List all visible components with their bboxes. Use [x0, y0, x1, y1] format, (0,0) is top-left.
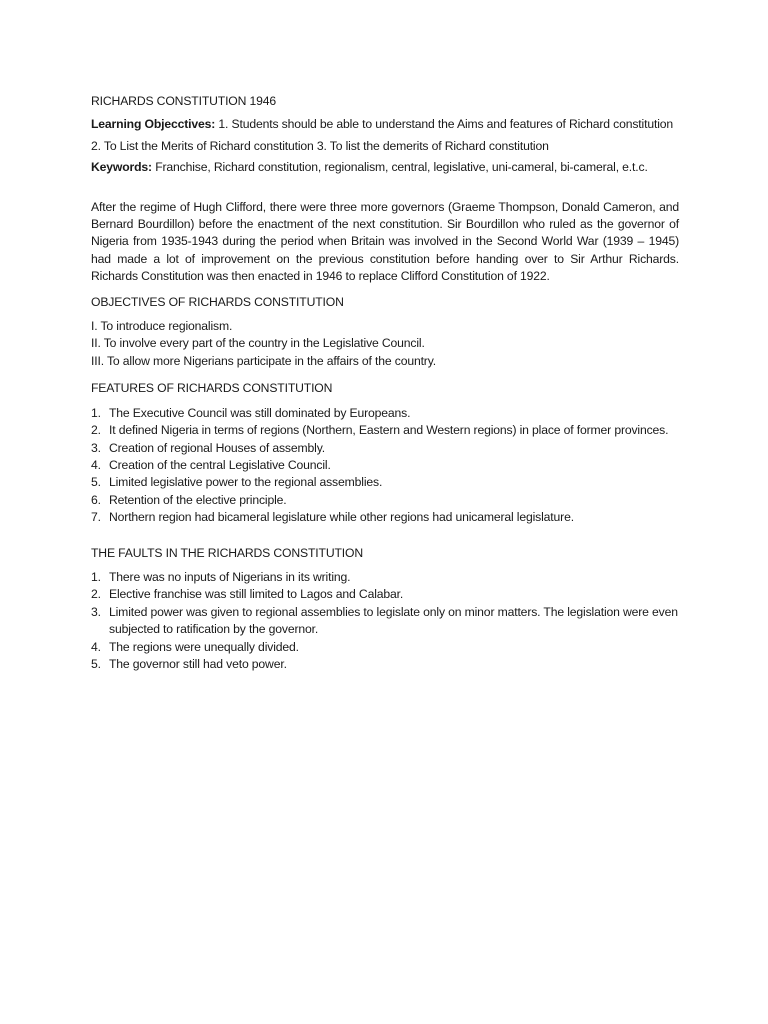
- objectives-list: [91, 318, 679, 370]
- item-text: There was no inputs of Nigerians in its writing.: [109, 569, 351, 584]
- item-text: It defined Nigeria in terms of regions (Northern, Eastern and Western regions) in place of former provinces.: [109, 423, 669, 438]
- list-item: [91, 586, 679, 603]
- list-item: [91, 569, 679, 586]
- item-text: Creation of regional Houses of assembly.: [109, 440, 325, 455]
- objectives-line1: 1. Students should be able to understand the Aims and features of Richard constitution: [215, 117, 674, 132]
- list-item: III. To allow more Nigerians participate in the affairs of the country.: [91, 353, 436, 368]
- item-text: Northern region had bicameral legislature while other regions had unicameral legislature.: [109, 510, 574, 525]
- list-item: [91, 474, 679, 491]
- item-number: 1.: [91, 405, 101, 420]
- item-text: Limited power was given to regional assemblies to legislate only on minor matters. The legislation were even subjected to ratification by the governor.: [109, 604, 678, 637]
- objectives-heading: OBJECTIVES OF RICHARDS CONSTITUTION: [91, 294, 344, 309]
- item-text: The governor still had veto power.: [109, 656, 287, 671]
- item-number: 3.: [91, 440, 101, 455]
- item-number: 2.: [91, 587, 101, 602]
- spacer: [91, 181, 679, 199]
- features-list: [91, 405, 679, 527]
- list-item: II. To involve every part of the country in the Legislative Council.: [91, 336, 425, 351]
- document-title: RICHARDS CONSTITUTION 1946: [91, 94, 277, 108]
- keywords: [91, 159, 679, 176]
- list-item: [91, 509, 679, 526]
- list-item: [91, 405, 679, 422]
- item-number: 5.: [91, 656, 101, 671]
- list-item: [91, 656, 679, 673]
- keywords-label: Keywords:: [91, 160, 152, 175]
- faults-list: [91, 569, 679, 673]
- item-number: 4.: [91, 639, 101, 654]
- item-text: The regions were unequally divided.: [109, 639, 299, 654]
- item-number: 5.: [91, 475, 101, 490]
- objectives-line2: 2. To List the Merits of Richard constitution 3. To list the demerits of Richard constitution: [91, 138, 549, 153]
- learning-objectives: [91, 116, 679, 133]
- list-item: [91, 457, 679, 474]
- list-item: [91, 492, 679, 509]
- list-item: [91, 440, 679, 457]
- item-number: 1.: [91, 569, 101, 584]
- item-text: The Executive Council was still dominated by Europeans.: [109, 405, 411, 420]
- item-number: 2.: [91, 423, 101, 438]
- list-item: [91, 604, 679, 639]
- intro-paragraph: After the regime of Hugh Clifford, there were three more governors (Graeme Thompson, Donald Cameron, and Bernard Bourdillon) before the enactment of the next constitution. Sir Bourdillon who ruled as the governor of Nigeria from 1935-1943 during the period when Britain was involved in the Second World War (1939 – 1945) had made a lot of improvement on the previous constitution before handing over to Sir Arthur Richards. Richards Constitution was then enacted in 1946 to replace Clifford Constitution of 1922.: [91, 199, 679, 284]
- list-item: [91, 639, 679, 656]
- keywords-text: Franchise, Richard constitution, regionalism, central, legislative, uni-cameral, bi-cameral, e.t.c.: [151, 160, 648, 175]
- list-item: I. To introduce regionalism.: [91, 319, 233, 334]
- item-number: 6.: [91, 492, 101, 507]
- faults-heading: THE FAULTS IN THE RICHARDS CONSTITUTION: [91, 545, 363, 560]
- item-text: Creation of the central Legislative Council.: [109, 457, 331, 472]
- item-number: 7.: [91, 510, 101, 525]
- item-text: Retention of the elective principle.: [109, 492, 287, 507]
- objectives-label: Learning Objecctives:: [91, 117, 216, 132]
- item-text: Elective franchise was still limited to Lagos and Calabar.: [109, 587, 404, 602]
- item-number: 3.: [91, 604, 101, 619]
- document-content: [91, 93, 679, 685]
- item-number: 4.: [91, 457, 101, 472]
- features-heading: FEATURES OF RICHARDS CONSTITUTION: [91, 381, 333, 396]
- list-item: [91, 422, 679, 439]
- item-text: Limited legislative power to the regional assemblies.: [109, 475, 383, 490]
